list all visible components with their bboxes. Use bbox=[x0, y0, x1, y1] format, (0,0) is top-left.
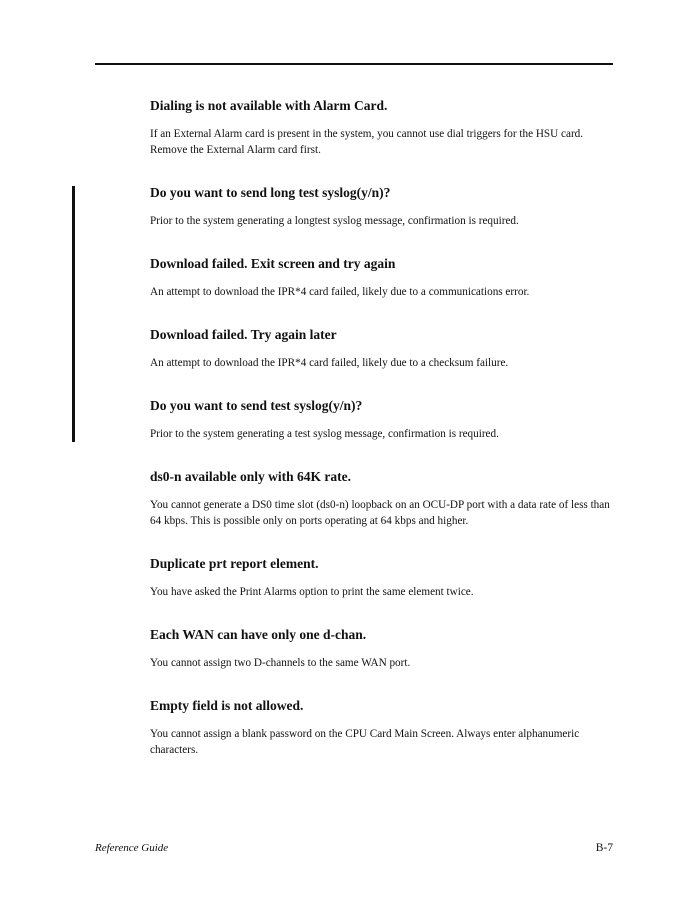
message-entry bbox=[150, 184, 615, 230]
message-entry bbox=[150, 255, 615, 301]
message-heading: Duplicate prt report element. bbox=[150, 556, 319, 571]
message-description: Prior to the system generating a test syslog message, confirmation is required. bbox=[150, 428, 499, 440]
message-heading: Empty field is not allowed. bbox=[150, 698, 304, 713]
footer-page-number: B-7 bbox=[595, 842, 613, 854]
top-rule bbox=[95, 63, 613, 65]
message-entry bbox=[150, 555, 615, 601]
footer-guide-title: Reference Guide bbox=[95, 842, 169, 854]
message-heading: ds0-n available only with 64K rate. bbox=[150, 469, 352, 484]
message-entry bbox=[150, 697, 615, 758]
message-entry bbox=[150, 626, 615, 672]
message-entry bbox=[150, 97, 615, 158]
message-description: If an External Alarm card is present in the system, you cannot use dial triggers for the HSU card. Remove the External Alarm card first. bbox=[150, 128, 584, 156]
message-heading: Do you want to send test syslog(y/n)? bbox=[150, 398, 363, 413]
message-description: An attempt to download the IPR*4 card failed, likely due to a communications error. bbox=[150, 286, 530, 298]
message-description: You cannot assign a blank password on the CPU Card Main Screen. Always enter alphanumeric characters. bbox=[150, 728, 580, 756]
message-description: You have asked the Print Alarms option to print the same element twice. bbox=[150, 586, 474, 598]
message-heading: Download failed. Try again later bbox=[150, 327, 337, 342]
message-heading: Dialing is not available with Alarm Card. bbox=[150, 98, 388, 113]
message-heading: Download failed. Exit screen and try again bbox=[150, 256, 396, 271]
message-description: An attempt to download the IPR*4 card failed, likely due to a checksum failure. bbox=[150, 357, 509, 369]
message-heading: Do you want to send long test syslog(y/n)? bbox=[150, 185, 391, 200]
message-entry bbox=[150, 468, 615, 529]
message-entry bbox=[150, 397, 615, 443]
message-description: You cannot generate a DS0 time slot (ds0-n) loopback on an OCU-DP port with a data rate of less than 64 kbps. This is possible only on ports operating at 64 kbps and higher. bbox=[150, 499, 610, 527]
message-heading: Each WAN can have only one d-chan. bbox=[150, 627, 367, 642]
message-description: Prior to the system generating a longtest syslog message, confirmation is required. bbox=[150, 215, 519, 227]
message-description: You cannot assign two D-channels to the same WAN port. bbox=[150, 657, 411, 669]
change-bar bbox=[72, 186, 75, 442]
message-entry bbox=[150, 326, 615, 372]
